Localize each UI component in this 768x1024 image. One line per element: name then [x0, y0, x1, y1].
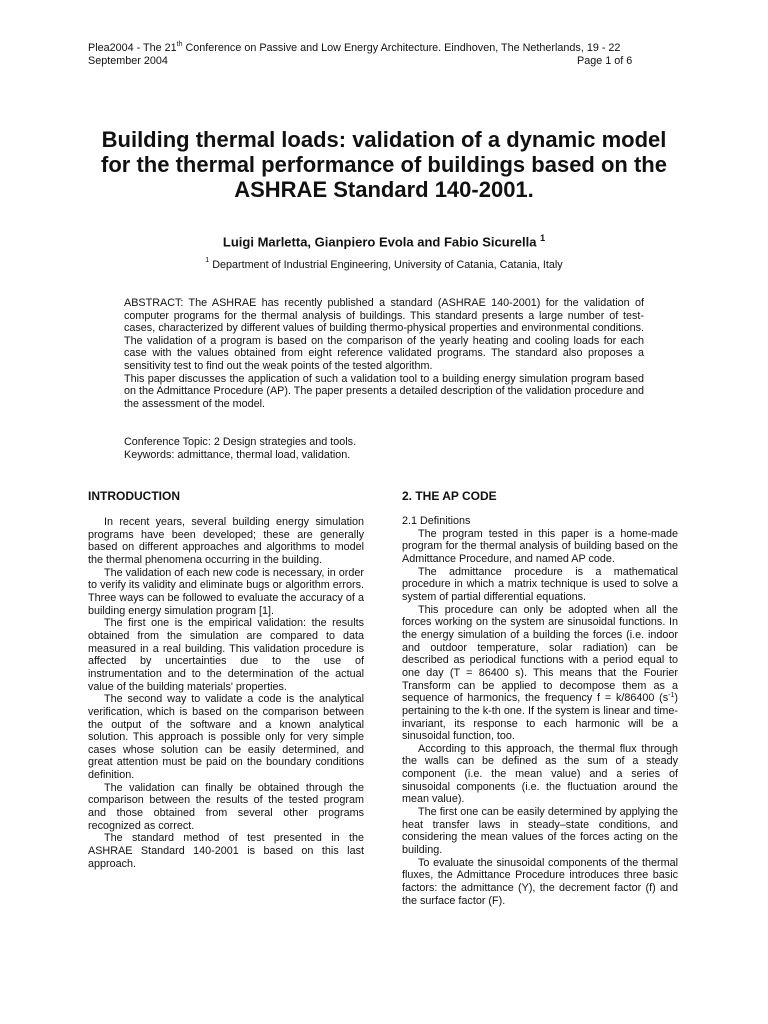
conference-topic: Conference Topic: 2 Design strategies and tools.: [124, 436, 357, 448]
keywords: Keywords: admittance, thermal load, validation.: [124, 448, 351, 461]
header-conference-prefix: Plea2004 - The 21: [88, 42, 177, 54]
ap-code-heading: 2. THE AP CODE: [402, 489, 497, 503]
abstract-paragraph: This paper discusses the application of such a validation tool to a building energy simulation program based on the Admittance Procedure (AP). The paper presents a detailed description of the validation procedure and the assessment of the model.: [124, 372, 644, 410]
ap-text: This procedure can only be adopted when all the forces working on the system are sinusoidal functions. In the energy simulation of a building the forces (i.e. indoor and outdoor temperature, solar radiation) can be described as periodical functions with a period equal to one day (T = 86400 s). This means that the Fourier Transform can be applied to decompose them as a sequence of harmonics, the frequency f = k/86400 (s: [402, 603, 678, 705]
introduction-heading: INTRODUCTION: [88, 489, 180, 503]
intro-paragraph: The validation of each new code is necessary, in order to verify its validity and eliminate bugs or algorithm errors. Three ways can be followed to evaluate the accuracy of a building energy simulation program [1].: [88, 566, 364, 617]
introduction-column: [88, 516, 364, 870]
affiliation-text: Department of Industrial Engineering, University of Catania, Catania, Italy: [209, 259, 563, 271]
author-footnote-marker: 1: [540, 233, 546, 243]
header-date: September 2004: [88, 55, 168, 67]
affiliation: [0, 259, 768, 271]
intro-paragraph: In recent years, several building energy simulation programs have been developed; these are generally based on different approaches and algorithms to model the thermal phenomena occurring in the building.: [88, 516, 364, 566]
abstract-paragraph: ABSTRACT: The ASHRAE has recently published a standard (ASHRAE 140-2001) for the validation of computer programs for the thermal analysis of buildings. This standard presents a large number of test-cases, characterized by different values of building thermo-physical properties and environmental conditions. The validation of a program is based on the comparison of the yearly heating and cooling loads for each case with the values obtained from eight reference validated programs. The standard also proposes a sensitivity test to find out the weak points of the tested algorithm.: [124, 297, 644, 372]
ap-paragraph: The admittance procedure is a mathematical procedure in which a matrix technique is used to solve a system of partial differential equations.: [402, 565, 678, 603]
intro-paragraph: The second way to validate a code is the analytical verification, which is based on the comparison between the output of the software and a known analytical solution. This approach is possible only for very simple cases whose solution can be easily determined, and great attention must be paid on the boundary conditions definition.: [88, 693, 364, 782]
authors: [0, 233, 768, 249]
header-conference-suffix: Conference on Passive and Low Energy Architecture. Eindhoven, The Netherlands, 19 - 22: [182, 42, 621, 54]
ap-paragraph: The first one can be easily determined by applying the heat transfer laws in steady–state conditions, and considering the mean values of the forces acting on the building.: [402, 806, 678, 857]
intro-paragraph: The validation can finally be obtained through the comparison between the results of the tested program and those obtained from several other programs recognized as correct.: [88, 781, 364, 832]
definitions-subheading: 2.1 Definitions: [402, 515, 471, 527]
ap-paragraph: [402, 604, 678, 743]
ap-superscript: -1: [668, 692, 675, 700]
page-number: Page 1 of 6: [577, 55, 633, 67]
topic-keywords: [124, 436, 644, 461]
running-header: [88, 42, 620, 54]
paper-title: Building thermal loads: validation of a dynamic model for the thermal performance of buildings based on the ASHRAE Standard 140-2001.: [101, 127, 667, 202]
ap-code-column: [402, 515, 678, 907]
ap-paragraph: To evaluate the sinusoidal components of the thermal fluxes, the Admittance Procedure introduces three basic factors: the admittance (Y), the decrement factor (f) and the surface factor (F).: [402, 856, 678, 907]
ap-paragraph: According to this approach, the thermal flux through the walls can be defined as the sum of a steady component (i.e. the mean value) and a series of sinusoidal components (i.e. the fluctuation around the mean value).: [402, 742, 678, 806]
ap-paragraph: The program tested in this paper is a home-made program for the thermal analysis of building based on the Admittance Procedure, and named AP code.: [402, 527, 678, 565]
author-names: Luigi Marletta, Gianpiero Evola and Fabio Sicurella: [222, 234, 537, 250]
intro-paragraph: The standard method of test presented in the ASHRAE Standard 140-2001 is based on this last approach.: [88, 832, 364, 870]
intro-paragraph: The first one is the empirical validation: the results obtained from the simulation are compared to data measured in a real building. This validation procedure is affected by uncertainties due to the use of instrumentation and to the determination of the actual value of the building materials' properties.: [88, 617, 364, 693]
affiliation-marker: 1: [205, 257, 210, 264]
ap-text: ) pertaining to the k-th one. If the system is linear and time-invariant, its response to each harmonic will be a sinusoidal function, too.: [402, 692, 678, 743]
abstract: [124, 297, 644, 410]
header-superscript: th: [176, 41, 183, 48]
